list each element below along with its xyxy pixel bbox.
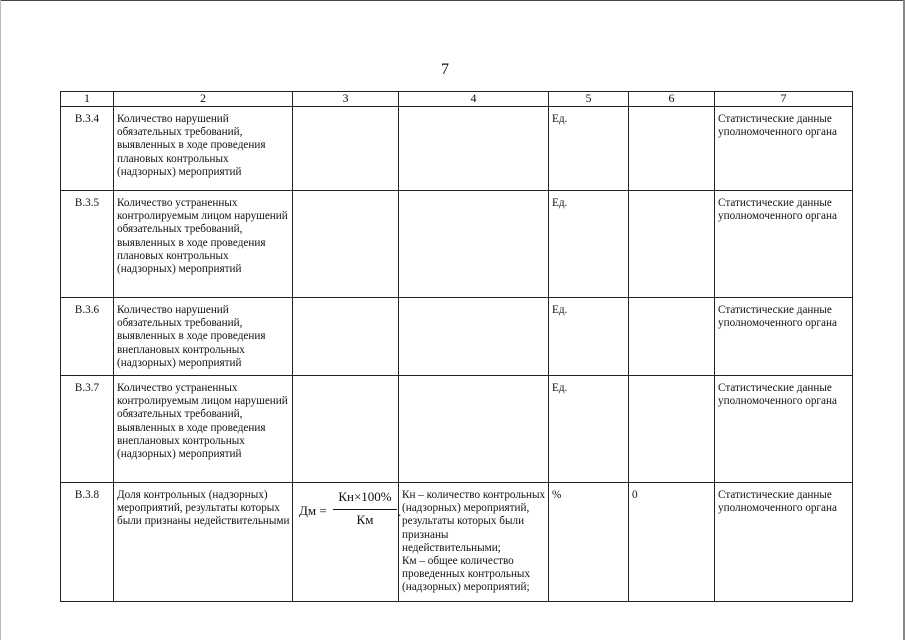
indicator-unit: Ед.	[549, 191, 629, 298]
definition-km: Км – общее количество проведенных контрольных (надзорных) мероприятий;	[402, 555, 531, 594]
column-header-7: 7	[715, 92, 853, 107]
table-row	[61, 191, 853, 298]
indicator-formula	[293, 298, 399, 376]
indicator-source: Статистические данные уполномоченного органа	[715, 191, 853, 298]
definition-kn: Кн – количество контрольных (надзорных) мероприятий, результаты которых были признаны недействительными;	[402, 489, 546, 554]
table-row	[61, 483, 853, 602]
indicator-source: Статистические данные уполномоченного органа	[715, 107, 853, 191]
indicator-target	[629, 107, 715, 191]
indicator-definition	[399, 191, 549, 298]
column-header-6: 6	[629, 92, 715, 107]
indicator-source: Статистические данные уполномоченного органа	[715, 376, 853, 483]
indicator-target: 0	[629, 483, 715, 602]
indicator-unit: %	[549, 483, 629, 602]
indicator-target	[629, 376, 715, 483]
indicator-name: Доля контрольных (надзорных) мероприятий, результаты которых были признаны недействительными	[114, 483, 293, 602]
column-header-2: 2	[114, 92, 293, 107]
column-header-1: 1	[61, 92, 114, 107]
page-left-edge	[0, 0, 1, 640]
column-header-4: 4	[399, 92, 549, 107]
column-header-5: 5	[549, 92, 629, 107]
indicator-code: В.3.6	[61, 298, 114, 376]
indicator-name: Количество нарушений обязательных требований, выявленных в ходе проведения плановых контрольных (надзорных) мероприятий	[114, 107, 293, 191]
page-number: 7	[441, 61, 449, 78]
page-top-edge	[0, 0, 905, 1]
indicator-name: Количество нарушений обязательных требований, выявленных в ходе проведения внеплановых контрольных (надзорных) мероприятий	[114, 298, 293, 376]
indicator-target	[629, 298, 715, 376]
indicator-code: В.3.7	[61, 376, 114, 483]
indicator-unit: Ед.	[549, 107, 629, 191]
formula-end: .	[398, 504, 402, 519]
indicator-code: В.3.5	[61, 191, 114, 298]
table-row	[61, 376, 853, 483]
indicator-definition	[399, 376, 549, 483]
indicator-source: Статистические данные уполномоченного органа	[715, 298, 853, 376]
indicator-formula	[293, 191, 399, 298]
indicator-source: Статистические данные уполномоченного органа	[715, 483, 853, 602]
indicator-code: В.3.8	[61, 483, 114, 602]
fraction-bar	[333, 509, 397, 510]
indicator-definition	[399, 483, 549, 602]
indicator-code: В.3.4	[61, 107, 114, 191]
formula	[293, 483, 402, 543]
indicator-definition	[399, 298, 549, 376]
indicators-table	[60, 91, 853, 602]
indicator-formula	[293, 376, 399, 483]
table-row	[61, 107, 853, 191]
formula-denominator: Км	[356, 512, 374, 527]
indicator-target	[629, 191, 715, 298]
indicator-definition	[399, 107, 549, 191]
indicator-unit: Ед.	[549, 376, 629, 483]
indicator-name: Количество устраненных контролируемым лицом нарушений обязательных требований, выявленных в ходе проведения плановых контрольных (надзорных) мероприятий	[114, 191, 293, 298]
formula-numerator: Кн×100%	[338, 489, 392, 504]
header-row	[61, 92, 853, 107]
column-header-3: 3	[293, 92, 399, 107]
table-row	[61, 298, 853, 376]
indicator-formula	[293, 483, 402, 602]
indicator-name: Количество устраненных контролируемым лицом нарушений обязательных требований, выявленных в ходе проведения внеплановых контрольных (надзорных) мероприятий	[114, 376, 293, 483]
indicator-formula	[293, 107, 399, 191]
indicator-unit: Ед.	[549, 298, 629, 376]
formula-lhs: Дм =	[299, 503, 327, 518]
